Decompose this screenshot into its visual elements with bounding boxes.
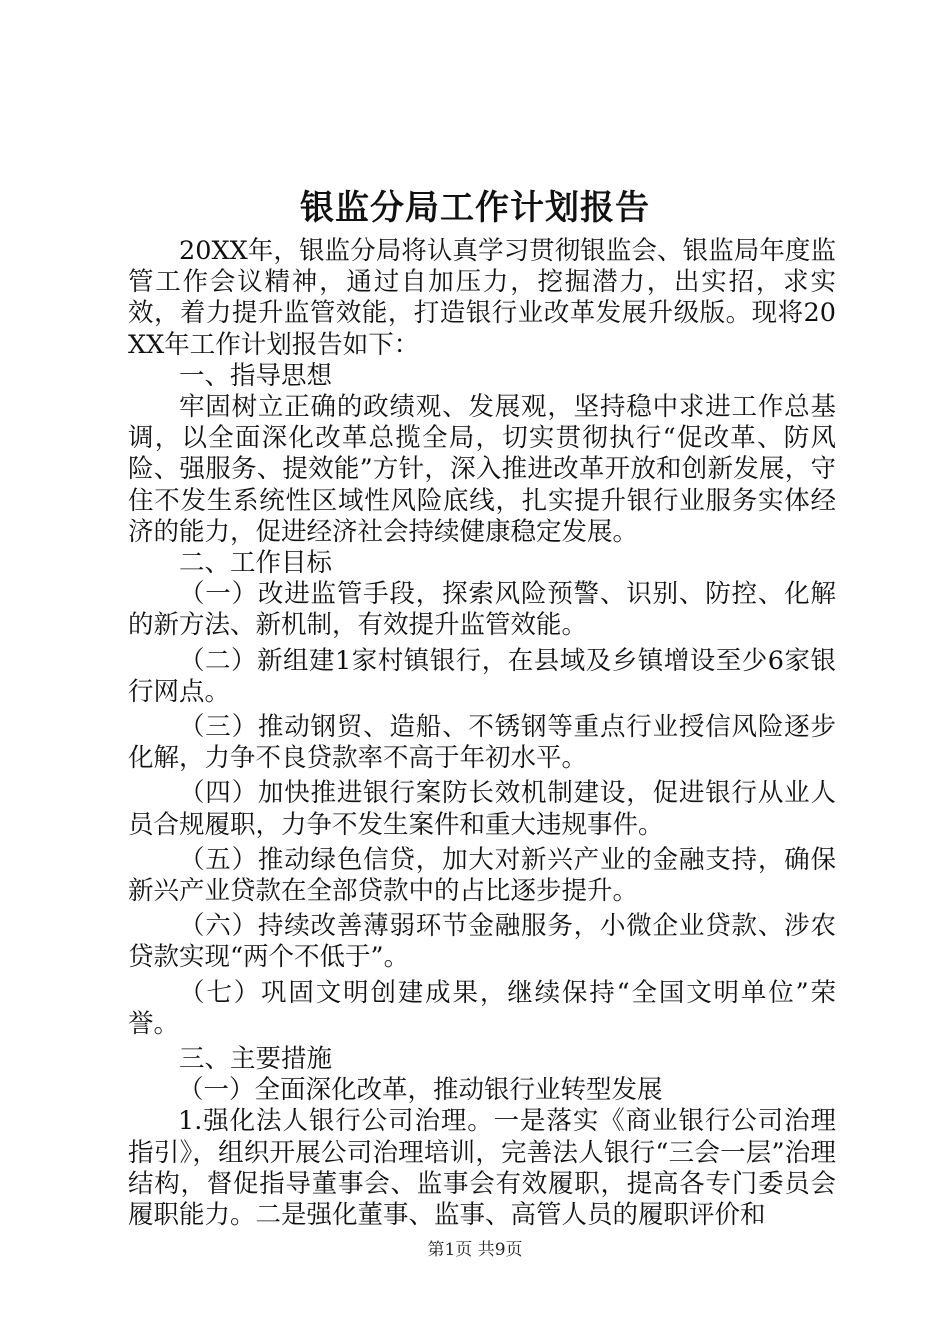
goal-item-4: （四）加快推进银行案防长效机制建设，促进银行从业人员合规履职，力争不发生案件和重大违规事件。 [128,778,836,840]
goal-item-3: （三）推动钢贸、造船、不锈钢等重点行业授信风险逐步化解，力争不良贷款率不高于年初水平。 [128,712,836,774]
goal-item-7: （七）巩固文明创建成果，继续保持“全国文明单位”荣誉。 [128,977,836,1039]
section-heading-guiding-thought: 一、指导思想 [179,360,333,391]
goal-item-5: （五）推动绿色信贷，加大对新兴产业的金融支持，确保新兴产业贷款在全部贷款中的占比逐步提升。 [128,844,836,907]
guiding-thought-paragraph: 牢固树立正确的政绩观、发展观，坚持稳中求进工作总基调，以全面深化改革总揽全局，切实贯彻执行“促改革、防风险、强服务、提效能”方针，深入推进改革开放和创新发展，守住不发生系统性区域性风险底线，扎实提升银行业服务实体经济的能力，促进经济社会持续健康稳定发展。 [128,392,836,547]
measures-paragraph-1: 1.强化法人银行公司治理。一是落实《商业银行公司治理指引》，组织开展公司治理培训，完善法人银行“三会一层”治理结构，督促指导董事会、监事会有效履职，提高各专门委员会履职能力。二是强化董事、监事、高管人员的履职评价和 [128,1106,836,1231]
page-footer: 第1页 共9页 [427,1240,523,1260]
goal-item-1: （一）改进监管手段，探索风险预警、识别、防控、化解的新方法、新机制，有效提升监管效能。 [128,579,836,641]
document-body [128,236,836,1231]
intro-paragraph: 20XX年，银监分局将认真学习贯彻银监会、银监局年度监管工作会议精神，通过自加压力，挖掘潜力，出实招，求实效，着力提升监管效能，打造银行业改革发展升级版。现将20XX年工作计划报告如下： [128,236,836,360]
measures-subheading-1: （一）全面深化改革，推动银行业转型发展 [178,1075,663,1106]
goal-item-2: （二）新组建1家村镇银行，在县域及乡镇增设至少6家银行网点。 [128,645,836,707]
document-title: 银监分局工作计划报告 [300,188,650,228]
section-heading-measures: 三、主要措施 [179,1044,333,1075]
section-heading-goals: 二、工作目标 [179,548,333,579]
goal-item-6: （六）持续改善薄弱环节金融服务，小微企业贷款、涉农贷款实现“两个不低于”。 [128,911,836,973]
